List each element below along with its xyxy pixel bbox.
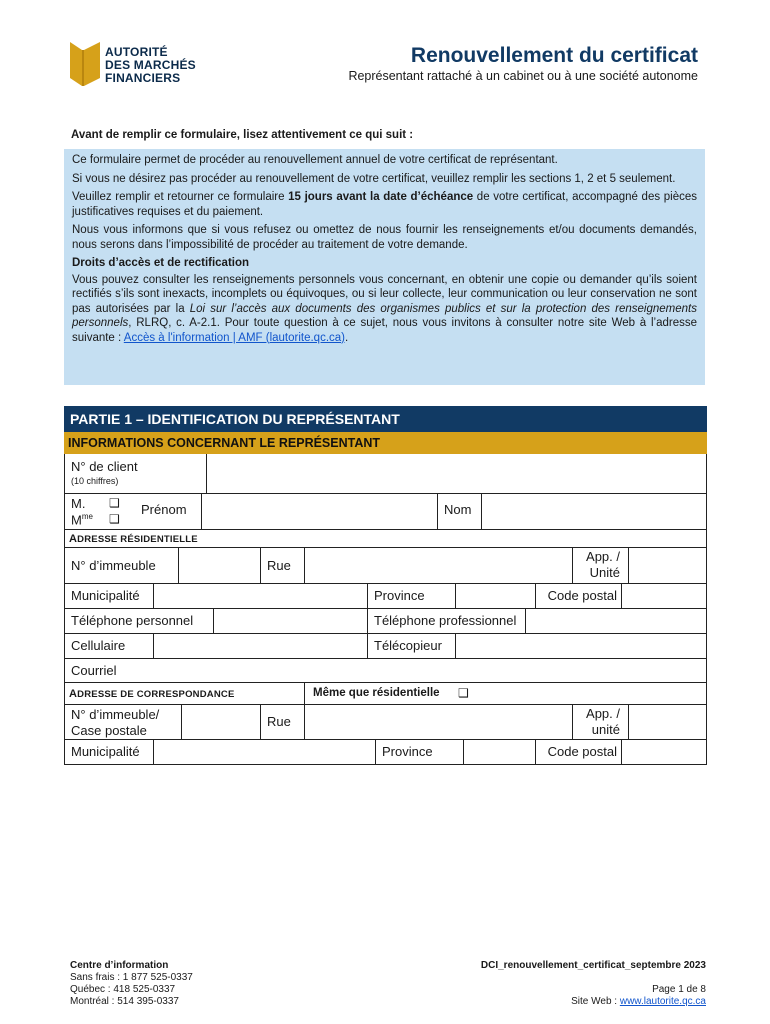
correspondence-city-row (64, 740, 707, 765)
mrs-sup: me (81, 512, 93, 521)
email-label: Courriel (71, 663, 117, 678)
deadline-emphasis: 15 jours avant la date d’échéance (288, 191, 474, 203)
residential-address-header (64, 530, 707, 548)
residential-city-row (64, 584, 707, 609)
cell-label: Cellulaire (71, 638, 126, 653)
mrs-m: M (71, 512, 82, 528)
province-label-cell (367, 584, 455, 608)
mr-checkbox[interactable]: ❑ (109, 496, 120, 510)
p3-text-a: Veuillez remplir et retourner ce formulaire (72, 191, 289, 203)
first-name-label: Prénom (141, 502, 187, 517)
postal-code-label-cell (535, 584, 621, 608)
corr-postal-code-field[interactable] (621, 740, 706, 764)
apt-label-cell (572, 548, 628, 583)
cell-field[interactable] (153, 634, 367, 658)
apt-field[interactable] (628, 548, 706, 583)
page-title: Renouvellement du certificat (410, 44, 698, 67)
client-number-label-cell (65, 454, 206, 493)
correspondence-address-title (69, 688, 235, 700)
correspondence-header (64, 683, 707, 705)
street-label: Rue (267, 558, 291, 573)
rights-title: Droits d’accès et de rectification (72, 257, 250, 269)
phone-row (64, 609, 707, 634)
building-no-label: N° d’immeuble (71, 558, 156, 573)
building-no-label-cell (65, 548, 178, 583)
street-field[interactable] (304, 548, 572, 583)
org-line-3: FINANCIERS (105, 71, 181, 85)
province-field[interactable] (455, 584, 535, 608)
representant-info-title: INFORMATIONS CONCERNANT LE REPRÉSENTANT (64, 432, 707, 454)
corr-rest: DRESSE DE CORRESPONDANCE (77, 689, 235, 700)
work-phone-label: Téléphone professionnel (374, 613, 517, 628)
work-phone-field[interactable] (525, 609, 706, 633)
website-line (481, 996, 706, 1008)
org-line-2: DES MARCHÉS (105, 58, 196, 72)
first-name-label-cell (133, 494, 201, 529)
fax-label-cell (367, 634, 455, 658)
info-center-label: Centre d’information (70, 960, 169, 971)
apt-label-2: Unité (589, 565, 620, 580)
client-number-label: N° de client (71, 459, 138, 474)
mrs-checkbox[interactable]: ❑ (109, 512, 120, 526)
footer-spacer (481, 972, 706, 984)
access-info-link[interactable]: Accès à l'information | AMF (lautorite.qc.ca) (123, 331, 346, 344)
postal-code-label: Code postal (547, 588, 617, 603)
province-label: Province (374, 588, 425, 603)
corr-province-label-cell (375, 740, 463, 764)
p5-text-a: Vous pouvez consulter les renseignements personnels vous concernant, en obtenir une copie ou demander qu’ils soient rectifiés s’ils sont inexacts, incomplets ou équivoques, ou si leur collecte, leur communication ou leur conservation ne sont pas autorisées par la (72, 273, 697, 315)
client-number-row (64, 454, 707, 494)
client-number-hint: (10 chiffres) (71, 476, 119, 486)
civility-cell (65, 494, 133, 529)
work-phone-label-cell (367, 609, 525, 633)
apt-label-1: App. / (586, 549, 620, 564)
corr-apt-label-2: unité (591, 722, 620, 737)
part-1-form (64, 406, 707, 765)
cell-label-cell (65, 634, 153, 658)
home-phone-field[interactable] (213, 609, 367, 633)
corr-apt-label-1: App. / (586, 706, 620, 721)
page-subtitle: Représentant rattaché à un cabinet ou à une société autonome (348, 69, 698, 83)
corr-municipality-label-cell (65, 740, 153, 764)
fax-label: Télécopieur (374, 638, 442, 653)
cell-fax-row (64, 634, 707, 659)
last-name-field[interactable] (481, 494, 706, 529)
residential-street-row (64, 548, 707, 584)
footer-contact (70, 960, 193, 1008)
footer-doc-info (481, 960, 706, 1008)
amf-logo-icon (70, 42, 100, 86)
montreal-number: Montréal : 514 395-0337 (70, 996, 179, 1007)
mrs-label (71, 512, 93, 527)
home-phone-label: Téléphone personnel (71, 613, 194, 628)
org-line-1: AUTORITÉ (105, 45, 168, 59)
first-name-field[interactable] (201, 494, 437, 529)
building-no-field[interactable] (178, 548, 260, 583)
corr-first-letter: A (69, 688, 78, 700)
info-paragraph-3 (72, 190, 697, 219)
corr-province-label: Province (382, 744, 433, 759)
info-paragraph-5 (72, 273, 697, 346)
toll-free-number: Sans frais : 1 877 525-0337 (70, 972, 193, 983)
correspondence-street-row (64, 705, 707, 740)
law-title: Loi sur l’accès aux documents des organismes publics et sur la protection des renseignements personnels (72, 302, 697, 329)
same-as-residential-cell (304, 683, 706, 704)
page-number: Page 1 de 8 (652, 984, 706, 995)
name-row (64, 494, 707, 530)
website-label: Site Web : (571, 996, 620, 1007)
last-name-label-cell (437, 494, 481, 529)
corr-municipality-label: Municipalité (71, 744, 140, 759)
amf-logo (70, 42, 210, 92)
same-as-residential-checkbox[interactable]: ❑ (458, 686, 469, 700)
correspondence-title-cell (65, 683, 304, 704)
info-paragraph-2: Si vous ne désirez pas procéder au renouvellement de votre certificat, veuillez remplir les sections 1, 2 et 5 seulement. (72, 172, 676, 185)
corr-apt-label-cell (572, 705, 628, 739)
email-field[interactable] (65, 659, 706, 682)
info-box (64, 149, 705, 385)
email-row (64, 659, 707, 683)
corr-postal-code-label-cell (535, 740, 621, 764)
p5-end: . (345, 331, 349, 344)
postal-code-field[interactable] (621, 584, 706, 608)
info-paragraph-4: Nous vous informons que si vous refusez ou omettez de nous fournir les renseignements et/ou documents demandés, nous serons dans l’impossibilité de procéder au traitement de votre demande. (72, 224, 697, 251)
building-po-field[interactable] (181, 705, 260, 739)
org-name (105, 46, 196, 85)
municipality-label-cell (65, 584, 153, 608)
residential-address-title (69, 533, 198, 545)
intro-heading: Avant de remplir ce formulaire, lisez attentivement ce qui suit : (71, 129, 414, 141)
corr-postal-code-label: Code postal (547, 744, 617, 759)
corr-province-field[interactable] (463, 740, 535, 764)
fax-field[interactable] (455, 634, 706, 658)
corr-apt-field[interactable] (628, 705, 706, 739)
p5-text-c: , RLRQ, c. A-2.1. Pour toute question à ce sujet, nous vous invitons à consulter notre site Web à l’adresse suivante : (72, 317, 697, 344)
same-as-residential-label: Même que résidentielle (313, 687, 440, 699)
client-number-field[interactable] (206, 454, 706, 493)
building-po-label-cell (65, 705, 181, 739)
street-label-cell (260, 548, 304, 583)
p3-text-c: de votre certificat, accompagné des pièces justificatives requises et du paiement. (72, 191, 697, 218)
res-rest: DRESSE RÉSIDENTIELLE (77, 534, 198, 545)
quebec-number: Québec : 418 525-0337 (70, 984, 176, 995)
res-first-letter: A (69, 533, 78, 545)
info-paragraph-1: Ce formulaire permet de procéder au renouvellement annuel de votre certificat de représentant. (72, 154, 558, 166)
corr-street-label: Rue (267, 714, 291, 729)
doc-code: DCI_renouvellement_certificat_septembre 2023 (480, 960, 706, 971)
corr-street-field[interactable] (304, 705, 572, 739)
website-link[interactable]: www.lautorite.qc.ca (619, 996, 706, 1007)
building-po-label-2: Case postale (71, 723, 147, 738)
mr-label: M. (71, 496, 86, 511)
municipality-field[interactable] (153, 584, 367, 608)
corr-street-label-cell (260, 705, 304, 739)
municipality-label: Municipalité (71, 588, 140, 603)
part-1-title: PARTIE 1 – IDENTIFICATION DU REPRÉSENTANT (64, 406, 707, 432)
home-phone-label-cell (65, 609, 213, 633)
last-name-label: Nom (444, 502, 472, 517)
building-po-label-1: N° d’immeuble/ (71, 707, 160, 722)
corr-municipality-field[interactable] (153, 740, 375, 764)
